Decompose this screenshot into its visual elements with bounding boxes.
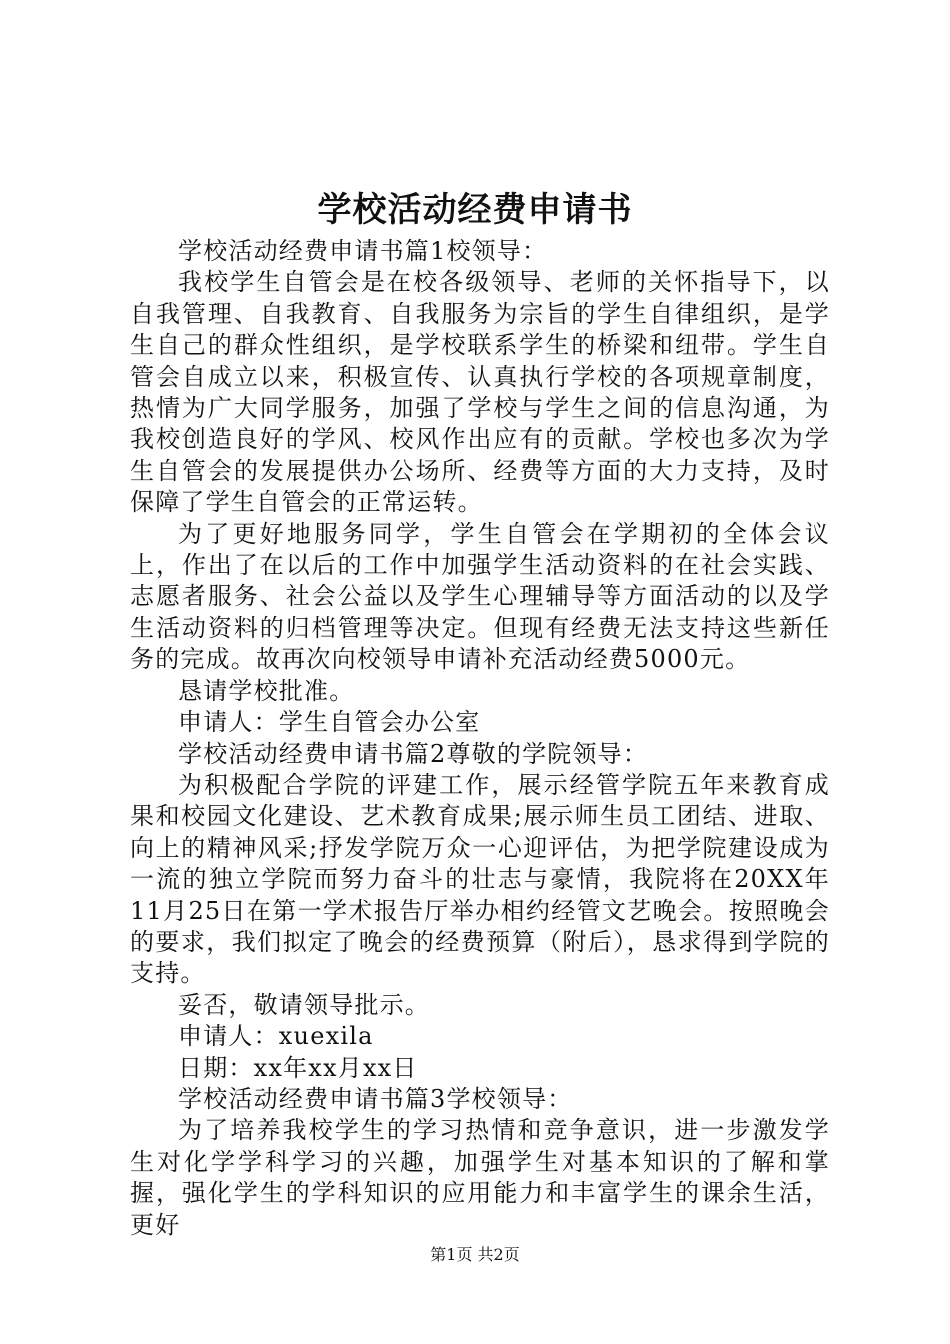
- paragraph-10: 日期：xx年xx月xx日: [178, 1053, 418, 1082]
- paragraph-1: 学校活动经费申请书篇1校领导：: [178, 237, 548, 265]
- paragraph-5: 申请人：学生自管会办公室: [178, 708, 481, 737]
- paragraph-3: 为了更好地服务同学，学生自管会在学期初的全体会议上，作出了在以后的工作中加强学生活动资料的在社会实践、志愿者服务、社会公益以及学生心理辅导等方面活动的以及学生活动资料的归档管理等决定。但现有经费无法支持这些新任务的完成。故再次向校领导申请补充活动经费5000元。: [130, 519, 830, 674]
- paragraph-4: 恳请学校批准。: [178, 676, 355, 705]
- paragraph-7: 为积极配合学院的评建工作，展示经管学院五年来教育成果和校园文化建设、艺术教育成果;展示师生员工团结、进取、向上的精神风采;抒发学院万众一心迎评估，为把学院建设成为一流的独立学院而努力奋斗的壮志与豪情，我院将在20XX年11月25日在第一学术报告厅举办相约经管文艺晚会。按照晚会的要求，我们拟定了晚会的经费预算（附后），恳求得到学院的支持。: [130, 770, 830, 988]
- paragraph-2: 我校学生自管会是在校各级领导、老师的关怀指导下，以自我管理、自我教育、自我服务为宗旨的学生自律组织，是学生自己的群众性组织，是学校联系学生的桥梁和纽带。学生自管会自成立以来，积极宣传、认真执行学校的各项规章制度，热情为广大同学服务，加强了学校与学生之间的信息沟通，为我校创造良好的学风、校风作出应有的贡献。学校也多次为学生自管会的发展提供办公场所、经费等方面的大力支持，及时保障了学生自管会的正常运转。: [130, 268, 830, 517]
- document-body: [130, 236, 830, 1241]
- page-indicator: 第1页 共2页: [430, 1245, 520, 1264]
- paragraph-12: 为了培养我校学生的学习热情和竞争意识，进一步激发学生对化学学科学习的兴趣，加强学生对基本知识的了解和掌握，强化学生的学科知识的应用能力和丰富学生的课余生活，更好: [130, 1116, 830, 1239]
- paragraph-6: 学校活动经费申请书篇2尊敬的学院领导：: [178, 739, 649, 768]
- paragraph-11: 学校活动经费申请书篇3学校领导：: [178, 1084, 573, 1113]
- paragraph-9: 申请人：xuexila: [178, 1022, 374, 1051]
- paragraph-8: 妥否，敬请领导批示。: [178, 990, 430, 1019]
- page-footer: [0, 1244, 950, 1266]
- document-title: 学校活动经费申请书: [317, 190, 633, 230]
